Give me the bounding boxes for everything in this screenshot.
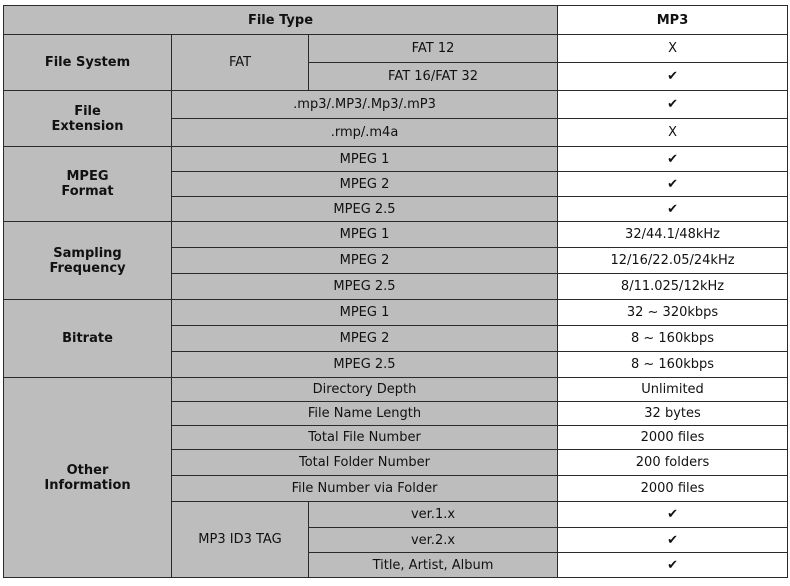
file-number-via-folder-value: 2000 files xyxy=(558,476,788,502)
bitrate-item: MPEG 2.5 xyxy=(172,352,558,378)
mp3-header: MP3 xyxy=(558,6,788,35)
id3-ver1-value: ✔ xyxy=(558,502,788,528)
mpeg-format-value: ✔ xyxy=(558,197,788,222)
fat12-value: X xyxy=(558,35,788,63)
id3-ver2-value: ✔ xyxy=(558,528,788,553)
sampling-item: MPEG 2.5 xyxy=(172,274,558,300)
mpeg-format-value: ✔ xyxy=(558,172,788,197)
fat12-item: FAT 12 xyxy=(309,35,558,63)
mpeg-format-item: MPEG 1 xyxy=(172,147,558,172)
header-row xyxy=(4,6,788,35)
mp3-id3-tag-label: MP3 ID3 TAG xyxy=(172,502,309,578)
total-file-number-value: 2000 files xyxy=(558,426,788,450)
directory-depth-value: Unlimited xyxy=(558,378,788,402)
table-row xyxy=(4,222,788,248)
rmp-m4a-extension-item: .rmp/.m4a xyxy=(172,119,558,147)
sampling-value: 12/16/22.05/24kHz xyxy=(558,248,788,274)
mpeg-format-label: MPEG Format xyxy=(4,147,172,222)
id3-title-artist-album-value: ✔ xyxy=(558,553,788,578)
fat16-32-item: FAT 16/FAT 32 xyxy=(309,63,558,91)
id3-title-artist-album-item: Title, Artist, Album xyxy=(309,553,558,578)
file-system-label: File System xyxy=(4,35,172,91)
bitrate-value: 32 ~ 320kbps xyxy=(558,300,788,326)
total-folder-number-value: 200 folders xyxy=(558,450,788,476)
total-folder-number-item: Total Folder Number xyxy=(172,450,558,476)
rmp-m4a-extension-value: X xyxy=(558,119,788,147)
file-name-length-item: File Name Length xyxy=(172,402,558,426)
file-name-length-value: 32 bytes xyxy=(558,402,788,426)
file-spec-table xyxy=(3,5,788,578)
file-number-via-folder-item: File Number via Folder xyxy=(172,476,558,502)
bitrate-item: MPEG 1 xyxy=(172,300,558,326)
directory-depth-item: Directory Depth xyxy=(172,378,558,402)
table-row xyxy=(4,147,788,172)
sampling-value: 8/11.025/12kHz xyxy=(558,274,788,300)
table-row xyxy=(4,35,788,63)
file-type-header: File Type xyxy=(4,6,558,35)
mp3-extension-item: .mp3/.MP3/.Mp3/.mP3 xyxy=(172,91,558,119)
sampling-item: MPEG 2 xyxy=(172,248,558,274)
fat16-32-value: ✔ xyxy=(558,63,788,91)
id3-ver1-item: ver.1.x xyxy=(309,502,558,528)
bitrate-label: Bitrate xyxy=(4,300,172,378)
file-extension-label: File Extension xyxy=(4,91,172,147)
mp3-extension-value: ✔ xyxy=(558,91,788,119)
bitrate-value: 8 ~ 160kbps xyxy=(558,326,788,352)
mpeg-format-value: ✔ xyxy=(558,147,788,172)
mpeg-format-item: MPEG 2 xyxy=(172,172,558,197)
bitrate-value: 8 ~ 160kbps xyxy=(558,352,788,378)
table-row xyxy=(4,91,788,119)
sampling-frequency-label: Sampling Frequency xyxy=(4,222,172,300)
id3-ver2-item: ver.2.x xyxy=(309,528,558,553)
mpeg-format-item: MPEG 2.5 xyxy=(172,197,558,222)
fat-label: FAT xyxy=(172,35,309,91)
table-row xyxy=(4,300,788,326)
sampling-value: 32/44.1/48kHz xyxy=(558,222,788,248)
other-information-label: Other Information xyxy=(4,378,172,578)
table-row xyxy=(4,378,788,402)
total-file-number-item: Total File Number xyxy=(172,426,558,450)
sampling-item: MPEG 1 xyxy=(172,222,558,248)
bitrate-item: MPEG 2 xyxy=(172,326,558,352)
